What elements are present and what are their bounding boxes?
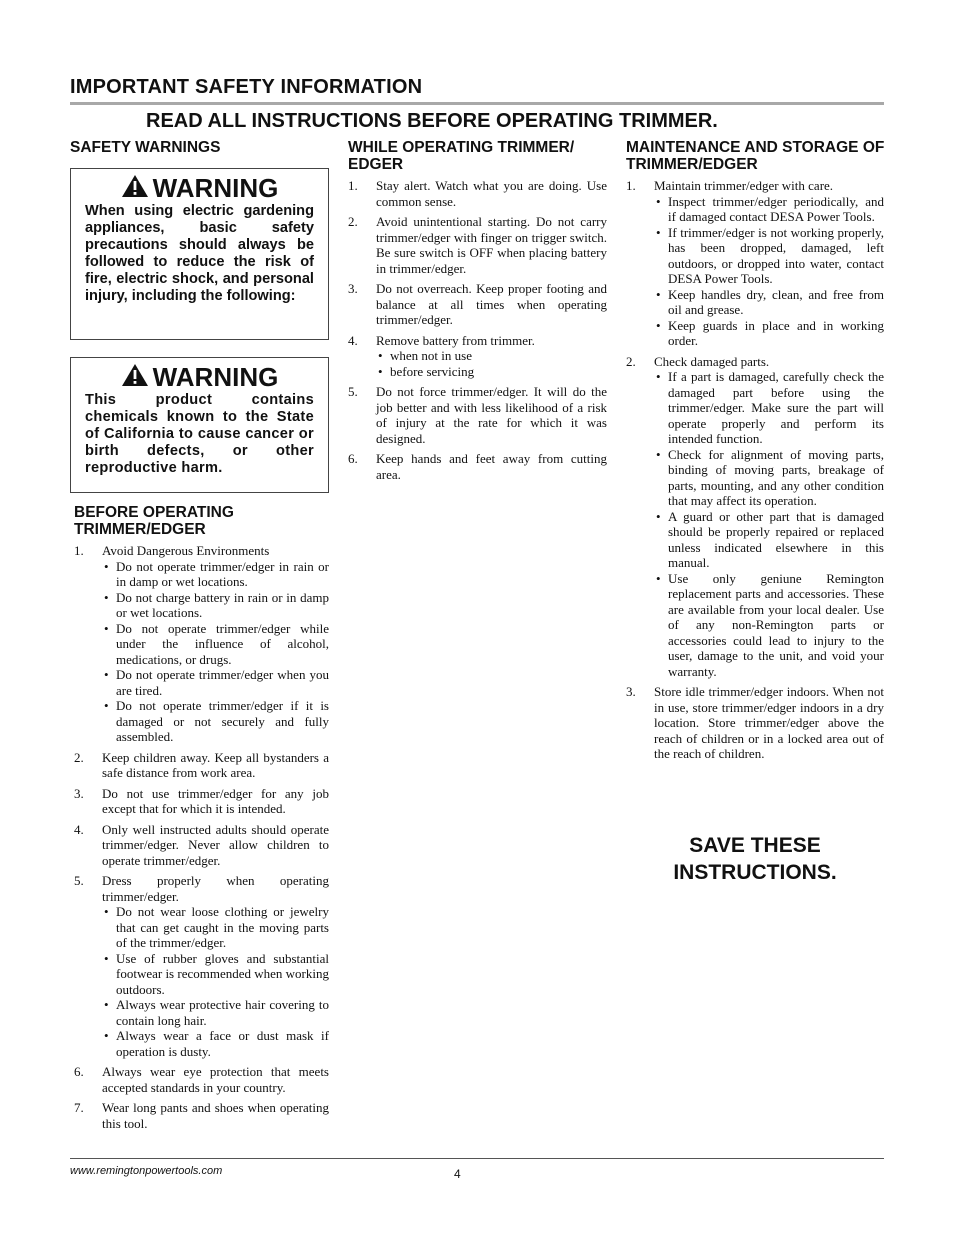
list-item-text: Keep children away. Keep all bystanders a safe distance from work area.	[102, 749, 329, 780]
list-item-text: Do not overreach. Keep proper footing and balance at all times when operating trimmer/edger.	[376, 281, 607, 327]
list-item	[74, 822, 329, 869]
list-item-text: Do not use trimmer/edger for any job except that for which it is intended.	[102, 785, 329, 816]
bullet-icon: •	[104, 904, 109, 919]
bullet-item	[102, 667, 329, 698]
list-item	[626, 684, 884, 762]
list-item	[348, 451, 607, 482]
list-item-text: Do not force trimmer/edger. It will do the job better and with less likelihood of a risk of injury at the rate for which it was designed.	[376, 384, 607, 446]
warning-box-california	[70, 357, 329, 493]
list-item-text: Only well instructed adults should operate trimmer/edger. Never allow children to operate trimmer/edger.	[102, 821, 329, 868]
list-item-number: 1.	[348, 178, 358, 193]
bullet-text: Keep handles dry, clean, and free from oil and grease.	[668, 286, 884, 317]
warning-title: WARNING	[71, 173, 328, 203]
safety-warnings-heading: SAFETY WARNINGS	[70, 139, 221, 156]
bullet-icon: •	[656, 193, 661, 209]
bullet-text: Check for alignment of moving parts, binding of moving parts, breakage of parts, mounting, and any other condition that may affect its operation.	[668, 446, 884, 508]
save-line-1: SAVE THESE	[689, 834, 821, 857]
list-item	[74, 750, 329, 781]
bullet-icon: •	[656, 508, 661, 524]
list-item-text: Store idle trimmer/edger indoors. When not in use, store trimmer/edger indoors in a dry location. Store trimmer/edger above the reach of children or in a locked area out of the reach of children.	[654, 684, 884, 761]
bullet-icon: •	[104, 667, 109, 682]
list-item-text: Always wear eye protection that meets accepted standards in your country.	[102, 1064, 329, 1095]
bullet-item	[102, 997, 329, 1028]
list-item	[348, 214, 607, 276]
bullet-item	[102, 1028, 329, 1059]
bullet-text: Do not wear loose clothing or jewelry that can get caught in the moving parts of the trimmer/edger.	[116, 904, 329, 950]
list-item	[74, 543, 329, 745]
warning-triangle-icon	[121, 363, 149, 387]
while-operating-heading: WHILE OPERATING TRIMMER/ EDGER	[348, 139, 575, 173]
bullet-text: Always wear a face or dust mask if operation is dusty.	[116, 1028, 329, 1059]
list-item-number: 6.	[348, 451, 358, 466]
bullet-icon: •	[104, 589, 109, 605]
bullet-item	[654, 287, 884, 318]
warning-text-general: When using electric gardening appliances, basic safety precautions should always be followed to reduce the risk of fire, electric shock, and personal injury, including the following:	[85, 203, 314, 304]
bullet-text: Do not charge battery in rain or in damp or wet locations.	[116, 589, 329, 620]
before-operating-heading: BEFORE OPERATING TRIMMER/EDGER	[74, 504, 234, 538]
bullet-item	[102, 621, 329, 668]
footer-divider	[70, 1158, 884, 1159]
list-item-text: Remove battery from trimmer.	[376, 332, 535, 348]
bullet-icon: •	[656, 446, 661, 462]
list-item	[626, 354, 884, 680]
list-item-text: Check damaged parts.	[654, 353, 770, 369]
list-item-number: 4.	[348, 332, 358, 348]
bullet-item	[102, 590, 329, 621]
list-item-text: Maintain trimmer/edger with care.	[654, 178, 834, 193]
bullet-icon: •	[104, 558, 109, 574]
bullet-item	[654, 194, 884, 225]
maintenance-heading: MAINTENANCE AND STORAGE OF TRIMMER/EDGER	[626, 139, 885, 173]
bullet-item	[654, 571, 884, 680]
list-item-number: 3.	[348, 281, 358, 296]
bullet-text: before servicing	[390, 363, 475, 379]
bullet-icon: •	[104, 1028, 109, 1043]
bullet-text: when not in use	[390, 348, 472, 363]
bullet-text: Inspect trimmer/edger periodically, and if damaged contact DESA Power Tools.	[668, 193, 884, 224]
list-item-number: 2.	[348, 214, 358, 229]
bullet-text: A guard or other part that is damaged should be properly repaired or replaced unless indicated elsewhere in this manual.	[668, 508, 884, 570]
list-item	[348, 384, 607, 446]
bullet-icon: •	[656, 570, 661, 586]
list-item-number: 3.	[626, 684, 636, 699]
bullet-item	[102, 904, 329, 951]
bullet-icon: •	[104, 620, 109, 636]
page-title: IMPORTANT SAFETY INFORMATION	[70, 76, 423, 98]
page-subtitle: READ ALL INSTRUCTIONS BEFORE OPERATING TRIMMER.	[146, 110, 718, 132]
bullet-icon: •	[656, 317, 661, 333]
list-item-text: Avoid Dangerous Environments	[102, 543, 270, 558]
list-item	[348, 281, 607, 328]
list-item-number: 7.	[74, 1100, 84, 1115]
title-divider	[70, 102, 884, 105]
bullet-text: Use of rubber gloves and substantial footwear is recommended when working outdoors.	[116, 950, 329, 997]
page-number: 4	[454, 1167, 461, 1181]
bullet-icon: •	[378, 348, 383, 363]
list-item-number: 1.	[626, 178, 636, 193]
bullet-item	[102, 559, 329, 590]
list-item-number: 2.	[74, 749, 84, 765]
list-item-number: 5.	[348, 384, 358, 399]
bullet-item	[654, 509, 884, 571]
warning-title: WARNING	[71, 362, 328, 392]
bullet-icon: •	[104, 950, 109, 966]
list-item	[74, 786, 329, 817]
bullet-icon: •	[378, 363, 383, 379]
list-item-text: Keep hands and feet away from cutting area.	[376, 451, 607, 482]
bullet-text: Always wear protective hair covering to contain long hair.	[116, 997, 329, 1028]
save-line-2: INSTRUCTIONS.	[673, 861, 837, 884]
bullet-text: Use only geniune Remington replacement parts and accessories. These are available from your local dealer. Use of any non-Remington parts or accessories could lead to injury to the user, damage to the unit, and void your warranty.	[668, 570, 884, 679]
bullet-text: If trimmer/edger is not working properly, has been dropped, damaged, left outdoors, or dropped into water, contact DESA Power Tools.	[668, 224, 884, 286]
bullet-item	[654, 318, 884, 349]
bullet-text: Do not operate trimmer/edger if it is damaged or not securely and fully assembled.	[116, 698, 329, 744]
list-item-text: Wear long pants and shoes when operating this tool.	[102, 1100, 329, 1131]
bullet-text: If a part is damaged, carefully check the damaged part before using the trimmer/edger. Make sure the part will operate properly and perform its intended function.	[668, 369, 884, 446]
warning-text-california: This product contains chemicals known to the State of California to cause cancer or birth defects, or other reproductive harm.	[85, 392, 314, 476]
bullet-icon: •	[104, 997, 109, 1012]
bullet-text: Do not operate trimmer/edger when you are tired.	[116, 667, 329, 698]
list-item	[74, 1064, 329, 1095]
bullet-item	[654, 369, 884, 447]
warning-box-general	[70, 168, 329, 340]
list-item-number: 3.	[74, 785, 84, 801]
bullet-icon: •	[104, 698, 109, 713]
list-item-text: Stay alert. Watch what you are doing. Use common sense.	[376, 178, 607, 209]
before-operating-list	[74, 543, 329, 1136]
list-item	[348, 333, 607, 380]
list-item-number: 1.	[74, 543, 84, 558]
while-operating-list	[348, 178, 607, 487]
bullet-item	[102, 951, 329, 998]
list-item	[74, 873, 329, 1059]
bullet-item	[376, 364, 607, 380]
list-item-number: 2.	[626, 353, 636, 369]
save-instructions-notice	[626, 832, 884, 886]
list-item	[74, 1100, 329, 1131]
warning-triangle-icon	[121, 174, 149, 198]
footer-url: www.remingtonpowertools.com	[70, 1165, 223, 1177]
bullet-item	[376, 348, 607, 364]
bullet-icon: •	[656, 286, 661, 302]
list-item-text: Dress properly when operating trimmer/edger.	[102, 873, 329, 904]
list-item-number: 4.	[74, 821, 84, 837]
list-item-number: 6.	[74, 1064, 84, 1079]
bullet-icon: •	[656, 224, 661, 240]
list-item	[626, 178, 884, 349]
list-item-number: 5.	[74, 873, 84, 888]
bullet-text: Do not operate trimmer/edger in rain or in damp or wet locations.	[116, 558, 329, 589]
maintenance-list	[626, 178, 884, 767]
bullet-text: Do not operate trimmer/edger while under the influence of alcohol, medications, or drugs.	[116, 620, 329, 667]
bullet-icon: •	[656, 369, 661, 384]
bullet-item	[654, 447, 884, 509]
bullet-item	[654, 225, 884, 287]
bullet-item	[102, 698, 329, 745]
bullet-text: Keep guards in place and in working order.	[668, 317, 884, 348]
list-item-text: Avoid unintentional starting. Do not carry trimmer/edger with finger on trigger switch. Be sure switch is OFF when placing battery in trimmer/edger.	[376, 214, 607, 276]
list-item	[348, 178, 607, 209]
